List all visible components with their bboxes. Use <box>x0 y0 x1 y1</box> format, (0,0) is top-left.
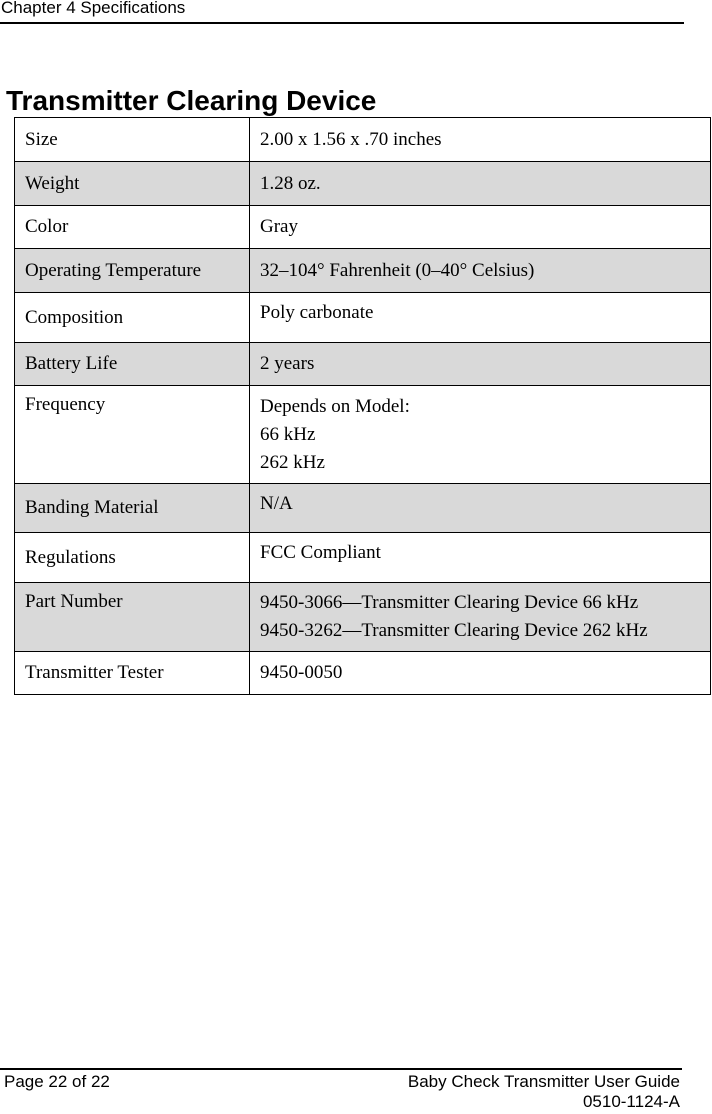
page-footer <box>0 1068 682 1114</box>
row-label: Battery Life <box>15 343 250 386</box>
doc-number: 0510-1124-A <box>582 1092 680 1111</box>
table-row <box>15 343 711 386</box>
table-row <box>15 118 711 162</box>
row-label: Regulations <box>15 533 250 583</box>
row-value: Depends on Model: 66 kHz 262 kHz <box>250 386 711 484</box>
section-title: Transmitter Clearing Device <box>6 85 377 116</box>
table-row <box>15 249 711 293</box>
row-label: Size <box>15 118 250 162</box>
row-label: Part Number <box>15 583 250 652</box>
row-value: FCC Compliant <box>250 533 711 583</box>
row-value: 32–104° Fahrenheit (0–40° Celsius) <box>250 249 711 293</box>
spec-table <box>14 117 711 695</box>
row-value: 2.00 x 1.56 x .70 inches <box>250 118 711 162</box>
table-row <box>15 162 711 206</box>
row-value: N/A <box>250 484 711 533</box>
row-label: Operating Temperature <box>15 249 250 293</box>
row-label: Weight <box>15 162 250 206</box>
table-row <box>15 484 711 533</box>
table-row <box>15 293 711 343</box>
table-row <box>15 386 711 484</box>
row-value: 2 years <box>250 343 711 386</box>
row-value: 1.28 oz. <box>250 162 711 206</box>
row-label: Banding Material <box>15 484 250 533</box>
guide-title: Baby Check Transmitter User Guide <box>407 1072 680 1091</box>
row-label: Frequency <box>15 386 250 484</box>
row-value: Poly carbonate <box>250 293 711 343</box>
chapter-title: Chapter 4 Specifications <box>1 0 186 17</box>
table-row <box>15 533 711 583</box>
page-header <box>0 0 684 24</box>
table-row <box>15 652 711 695</box>
table-row <box>15 583 711 652</box>
row-label: Transmitter Tester <box>15 652 250 695</box>
row-value: 9450-0050 <box>250 652 711 695</box>
page-number: Page 22 of 22 <box>4 1072 110 1091</box>
table-row <box>15 206 711 249</box>
row-value: 9450-3066—Transmitter Clearing Device 66 kHz 9450-3262—Transmitter Clearing Device 262 kHz <box>250 583 711 652</box>
row-label: Color <box>15 206 250 249</box>
row-label: Composition <box>15 293 250 343</box>
row-value: Gray <box>250 206 711 249</box>
